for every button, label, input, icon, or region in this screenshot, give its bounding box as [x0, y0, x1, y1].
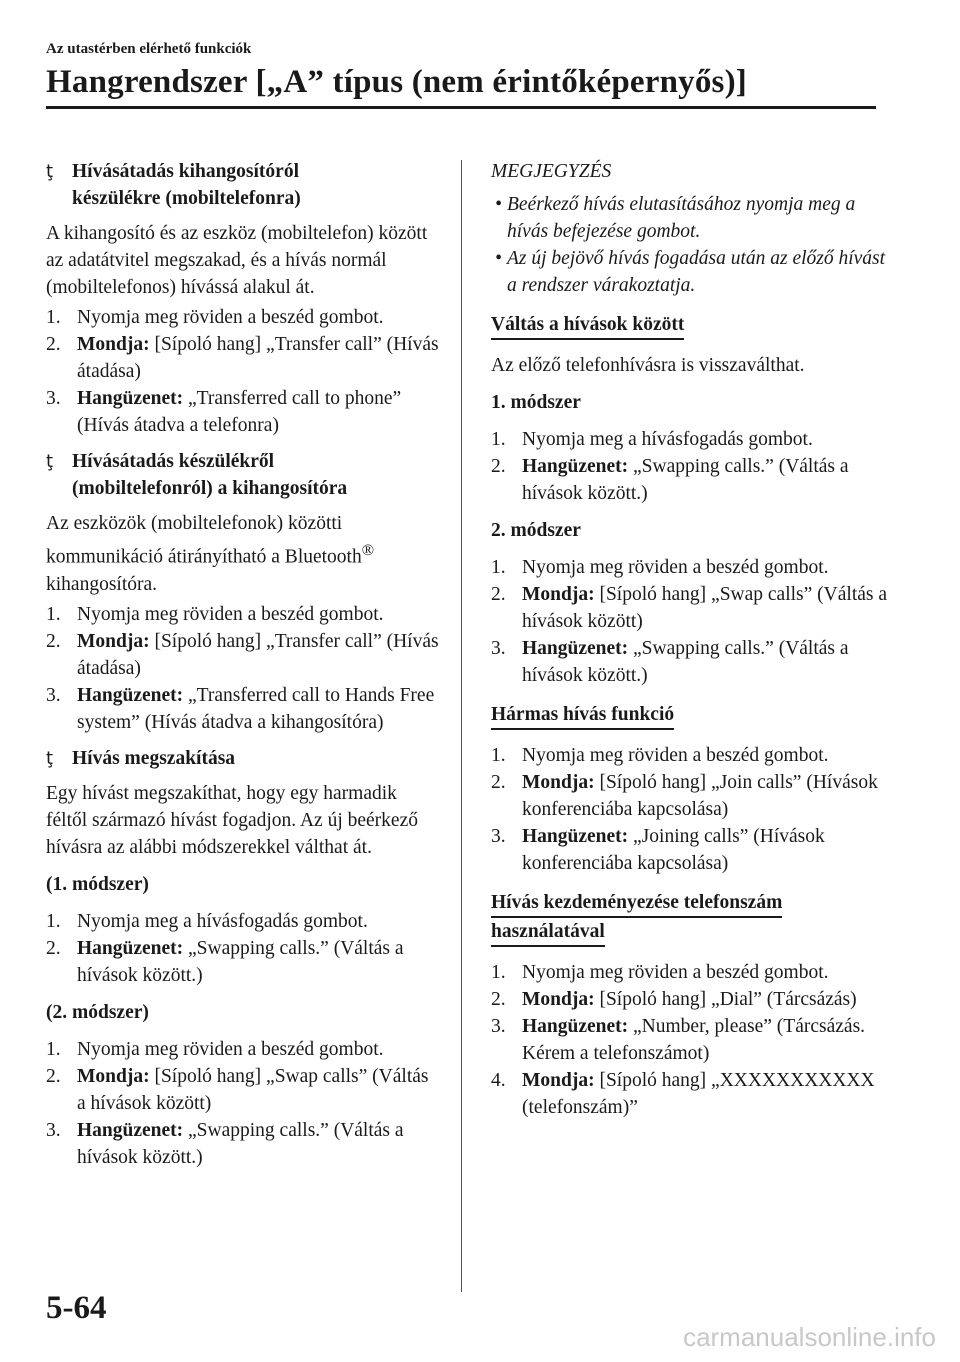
step-list — [46, 908, 441, 989]
step-item — [46, 1036, 441, 1063]
bullet-icon: • — [495, 248, 502, 269]
step-number: 3. — [491, 1016, 506, 1037]
step-number: 3. — [46, 388, 61, 409]
step-item — [46, 935, 441, 989]
method-title: 1. módszer — [491, 392, 581, 413]
step-number: 1. — [46, 603, 61, 625]
step-label: Hangüzenet: — [77, 1119, 184, 1141]
step-number: 2. — [491, 456, 506, 477]
step-item — [46, 1117, 441, 1171]
watermark: carmanualsonline.info — [683, 1322, 936, 1352]
step-list — [46, 1036, 441, 1171]
step-number: 3. — [46, 684, 61, 706]
step-item — [491, 986, 891, 1013]
step-label: Mondja: — [522, 772, 595, 793]
bullet-icon: • — [495, 194, 502, 215]
step-list — [46, 601, 441, 736]
step-number: 1. — [46, 910, 61, 932]
step-number: 3. — [46, 1119, 61, 1141]
step-number: 2. — [491, 584, 506, 605]
step-text: Nyomja meg röviden a beszéd gombot. — [522, 557, 829, 578]
step-item — [491, 823, 891, 877]
step-item — [46, 908, 441, 935]
step-label: Mondja: — [522, 584, 595, 605]
step-number: 1. — [491, 557, 506, 578]
section-marker-icon: ţ — [46, 451, 54, 472]
step-text: „Joining calls” (Hívások konferenciába kapcsolása) — [522, 826, 825, 874]
paragraph: A kihangosító és az eszköz (mobiltelefon) között az adatátvitel megszakad, és a hívás normál (mobiltelefonos) hívássá alakul át. — [46, 223, 428, 298]
step-item — [491, 635, 891, 689]
method-title: 2. módszer — [491, 520, 581, 541]
step-number: 1. — [491, 962, 506, 983]
paragraph: Az eszközök (mobiltelefonok) közötti kommunikáció átirányítható a Bluetooth® kihangosítóra. — [46, 513, 375, 595]
step-item — [46, 331, 441, 385]
step-label: Mondja: — [522, 1070, 595, 1091]
step-label: Hangüzenet: — [522, 638, 629, 659]
step-number: 3. — [491, 826, 506, 847]
method-title: (2. módszer) — [46, 1001, 149, 1023]
chapter-kicker: Az utastérben elérhető funkciók — [46, 41, 252, 57]
step-text: [Sípoló hang] „Dial” (Tárcsázás) — [594, 989, 857, 1010]
step-list — [491, 426, 891, 507]
step-number: 1. — [46, 1038, 61, 1060]
step-text: „Swapping calls.” (Váltás a hívások között.) — [522, 456, 849, 504]
step-item — [491, 1067, 891, 1121]
step-number: 2. — [46, 630, 61, 652]
step-item — [46, 385, 441, 439]
step-list — [491, 554, 891, 689]
step-text: Nyomja meg röviden a beszéd gombot. — [522, 745, 829, 766]
step-number: 3. — [491, 638, 506, 659]
section-heading-call-waiting: ţ Hívás megszakítása — [46, 745, 441, 772]
step-text: [Sípoló hang] „XXXXXXXXXXX (telefonszám)” — [522, 1070, 875, 1118]
step-label: Hangüzenet: — [522, 1016, 629, 1037]
step-text: [Sípoló hang] „Transfer call” (Hívás átadása) — [77, 334, 439, 382]
step-item — [491, 426, 891, 453]
step-text: „Number, please” (Tárcsázás. Kérem a telefonszámot) — [522, 1016, 866, 1064]
section-heading-transfer-to-handsfree: ţ Hívásátadás készülékről (mobiltelefonról) a kihangosítóra — [46, 448, 441, 502]
note-heading: MEGJEGYZÉS — [491, 161, 612, 182]
step-text: „Swapping calls.” (Váltás a hívások között.) — [77, 1119, 404, 1168]
page-number: 5-64 — [46, 1290, 107, 1326]
step-number: 1. — [491, 745, 506, 766]
step-label: Mondja: — [77, 630, 150, 652]
step-text: „Transferred call to phone” (Hívás átadva a telefonra) — [77, 388, 402, 436]
step-text: Nyomja meg a hívásfogadás gombot. — [77, 910, 368, 932]
step-item — [46, 1063, 441, 1117]
registered-mark: ® — [361, 541, 375, 559]
step-number: 2. — [46, 937, 61, 959]
note-item: • Beérkező hívás elutasításához nyomja meg a hívás befejezése gombot. — [491, 191, 891, 245]
step-list — [46, 304, 441, 439]
step-text: [Sípoló hang] „Swap calls” (Váltás a hívások között) — [522, 584, 888, 632]
step-number: 2. — [46, 334, 61, 355]
section-heading-transfer-to-phone: ţ Hívásátadás kihangosítóról készülékre (mobiltelefonra) — [46, 158, 441, 212]
step-number: 2. — [46, 1065, 61, 1087]
note-item: • Az új bejövő hívás fogadása után az előző hívást a rendszer várakoztatja. — [491, 245, 891, 299]
left-column — [46, 158, 441, 1171]
step-text: Nyomja meg röviden a beszéd gombot. — [77, 1038, 384, 1060]
paragraph: Egy hívást megszakíthat, hogy egy harmadik féltől származó hívást fogadjon. Az új beérkező hívásra az alábbi módszerekkel válthat át. — [46, 782, 418, 858]
step-number: 1. — [491, 429, 506, 450]
step-label: Mondja: — [77, 334, 150, 355]
step-text: Nyomja meg röviden a beszéd gombot. — [77, 603, 384, 625]
step-label: Hangüzenet: — [77, 684, 184, 706]
section-marker-icon: ţ — [46, 161, 54, 182]
step-item — [491, 742, 891, 769]
step-list — [491, 742, 891, 877]
page-header — [46, 40, 876, 109]
section-heading-three-way-call: Hármas hívás funkció — [491, 701, 891, 730]
step-text: Nyomja meg röviden a beszéd gombot. — [77, 307, 384, 328]
column-divider — [461, 160, 462, 1292]
section-heading-dial-number: Hívás kezdeményezése telefonszám használatával — [491, 889, 891, 947]
step-item — [491, 959, 891, 986]
step-text: „Swapping calls.” (Váltás a hívások között.) — [522, 638, 849, 686]
step-text: „Transferred call to Hands Free system” (Hívás átadva a kihangosítóra) — [77, 684, 435, 733]
step-item — [46, 304, 441, 331]
step-number: 4. — [491, 1070, 506, 1091]
right-column — [491, 158, 891, 1121]
step-item — [491, 554, 891, 581]
step-label: Hangüzenet: — [522, 826, 629, 847]
step-item — [491, 1013, 891, 1067]
step-label: Hangüzenet: — [77, 388, 184, 409]
step-item — [46, 682, 441, 736]
step-number: 1. — [46, 307, 61, 328]
step-item — [46, 601, 441, 628]
step-text: Nyomja meg röviden a beszéd gombot. — [522, 962, 829, 983]
step-label: Hangüzenet: — [522, 456, 629, 477]
page-title: Hangrendszer [„A” típus (nem érintőképernyős)] — [46, 64, 747, 100]
header-rule — [46, 106, 876, 109]
step-label: Mondja: — [522, 989, 595, 1010]
step-text: [Sípoló hang] „Swap calls” (Váltás a hívások között) — [77, 1065, 429, 1114]
step-label: Hangüzenet: — [77, 937, 184, 959]
section-marker-icon: ţ — [46, 747, 54, 769]
step-text: „Swapping calls.” (Váltás a hívások között.) — [77, 937, 404, 986]
step-label: Mondja: — [77, 1065, 150, 1087]
step-text: Nyomja meg a hívásfogadás gombot. — [522, 429, 813, 450]
step-item — [491, 453, 891, 507]
paragraph: Az előző telefonhívásra is visszaválthat. — [491, 355, 805, 376]
step-item — [491, 769, 891, 823]
step-number: 2. — [491, 772, 506, 793]
step-text: [Sípoló hang] „Join calls” (Hívások konferenciába kapcsolása) — [522, 772, 878, 820]
step-item — [491, 581, 891, 635]
method-title: (1. módszer) — [46, 873, 149, 895]
step-item — [46, 628, 441, 682]
step-number: 2. — [491, 989, 506, 1010]
step-text: [Sípoló hang] „Transfer call” (Hívás átadása) — [77, 630, 439, 679]
step-list — [491, 959, 891, 1121]
section-heading-swap-calls: Váltás a hívások között — [491, 311, 891, 340]
